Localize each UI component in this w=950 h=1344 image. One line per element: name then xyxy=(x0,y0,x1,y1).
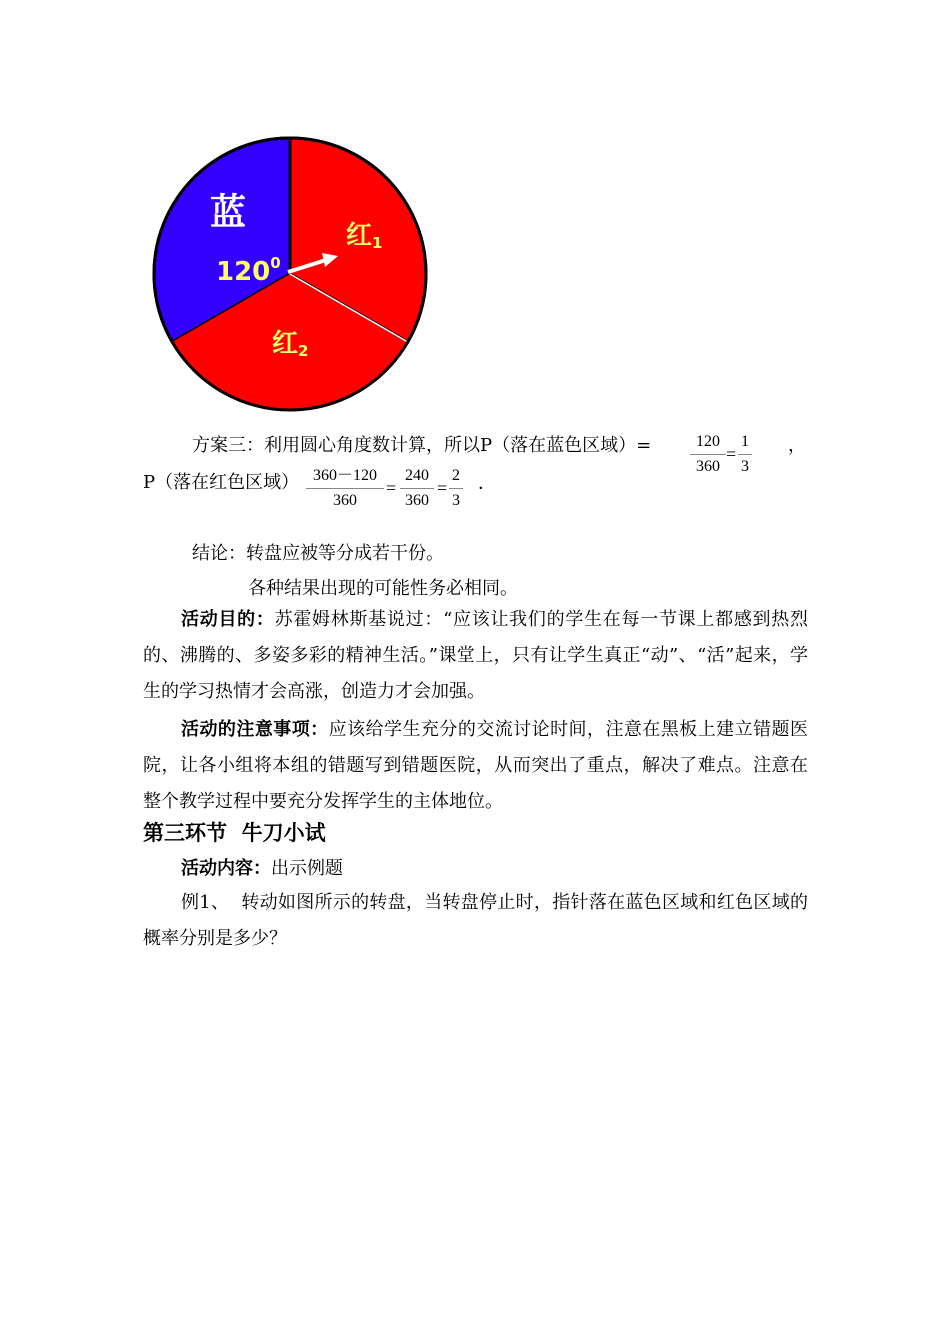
red-probability-prefix: P（落在红色区域） xyxy=(143,472,300,493)
activity-purpose-label: 活动目的： xyxy=(181,609,275,630)
activity-notes-label: 活动的注意事项： xyxy=(181,719,329,740)
activity-content-label: 活动内容： xyxy=(181,858,271,879)
equals-sign: = xyxy=(437,478,448,498)
activity-content-text: 出示例题 xyxy=(271,858,343,879)
blue-probability-fraction: 120 360 xyxy=(690,432,726,477)
conclusion-line-1: 结论：转盘应被等分成若干份。 xyxy=(192,543,444,564)
period: ． xyxy=(478,473,496,494)
activity-content-line xyxy=(181,857,343,881)
angle-label: $120^0$ xyxy=(216,254,281,287)
red1-slice-label: 红1 xyxy=(346,221,383,252)
example-paragraph: 例1、 转动如图所示的转盘，当转盘停止时，指针落在蓝色区域和红色区域的概率分别是多少？ xyxy=(143,892,808,949)
conclusion-line-2: 各种结果出现的可能性务必相同。 xyxy=(248,578,518,599)
equals-sign: = xyxy=(386,478,397,498)
spinner-pie-chart xyxy=(150,134,440,414)
activity-purpose-paragraph xyxy=(143,602,808,710)
red-probability-fraction: 360－120 360 xyxy=(306,466,384,511)
plan3-text: 方案三：利用圆心角度数计算，所以P（落在蓝色区域）= xyxy=(192,435,652,456)
section-heading: 第三环节 牛刀小试 xyxy=(143,821,326,845)
red-probability-fraction-2: 240 360 xyxy=(400,466,434,511)
blue-slice-label: 蓝 xyxy=(210,192,247,233)
red2-slice-label: 红2 xyxy=(272,329,309,360)
activity-purpose-text: 苏霍姆林斯基说过：“应该让我们的学生在每一节课上都感到热烈的、沸腾的、多姿多彩的精神生活。”课堂上，只有让学生真正“动”、“活”起来，学生的学习热情才会高涨，创造力才会加强。 xyxy=(143,609,808,702)
activity-notes-text: 应该给学生充分的交流讨论时间，注意在黑板上建立错题医院，让各小组将本组的错题写到错题医院，从而突出了重点，解决了难点。注意在整个教学过程中要充分发挥学生的主体地位。 xyxy=(143,719,809,812)
comma: ， xyxy=(788,435,806,456)
equals-sign: = xyxy=(726,444,737,464)
blue-probability-simplified: 1 3 xyxy=(738,432,752,477)
red-probability-simplified: 2 3 xyxy=(449,466,463,511)
activity-notes-paragraph xyxy=(143,712,808,820)
